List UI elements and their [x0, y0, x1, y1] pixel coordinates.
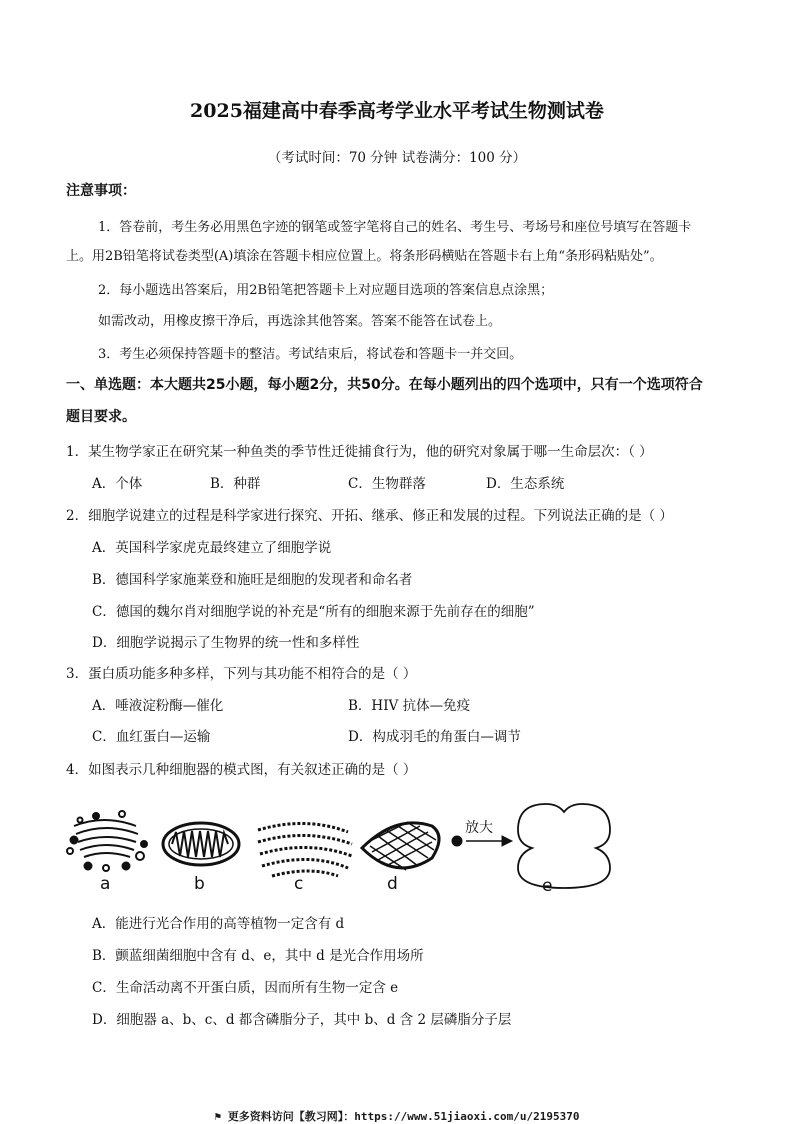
question-4-option-a: A．能进行光合作用的高等植物一定含有 d — [92, 916, 345, 932]
arrow-label: 放大 — [465, 820, 493, 836]
notice-line-5: 3．考生必须保持答题卡的整洁。考试结束后，将试卷和答题卡一并交回。 — [98, 347, 523, 362]
question-3-stem: 3．蛋白质功能多种多样，下列与其功能不相符合的是（ ） — [66, 666, 417, 682]
notice-line-3: 2．每小题选出答案后，用2B铅笔把答题卡上对应题目选项的答案信息点涂黑； — [98, 283, 554, 298]
label-d: d — [387, 874, 398, 894]
question-1-stem: 1．某生物学家正在研究某一种鱼类的季节性迁徙捕食行为，他的研究对象属于哪一生命层次：（ ） — [66, 444, 653, 460]
exam-info: （考试时间：70 分钟 试卷满分：100 分） — [267, 150, 527, 166]
section-heading-line-1: 一、单选题：本大题共25小题，每小题2分，共50分。在每小题列出的四个选项中，只有一个选项符合 — [66, 377, 703, 393]
question-4-option-c: C．生命活动离不开蛋白质，因而所有生物一定含 e — [92, 980, 399, 996]
question-1-option-b: B．种群 — [210, 476, 261, 492]
question-4-stem: 4．如图表示几种细胞器的模式图，有关叙述正确的是（ ） — [66, 762, 417, 778]
question-2-option-a: A．英国科学家虎克最终建立了细胞学说 — [92, 540, 332, 556]
question-3-option-b: B．HIV 抗体—免疫 — [348, 698, 471, 714]
question-2-option-c: C．德国的魏尔肖对细胞学说的补充是“所有的细胞来源于先前存在的细胞” — [92, 604, 535, 620]
question-2-option-b: B．德国科学家施莱登和施旺是细胞的发现者和命名者 — [92, 572, 413, 588]
page-title: 2025福建高中春季高考学业水平考试生物测试卷 — [190, 100, 604, 122]
label-a: a — [100, 874, 111, 894]
question-2-option-d: D．细胞学说揭示了生物界的统一性和多样性 — [92, 635, 360, 651]
notice-line-2: 上。用2B铅笔将试卷类型(A)填涂在答题卡相应位置上。将条形码横贴在答题卡右上角“条形码粘贴处”。 — [66, 249, 663, 264]
footer-link-text — [0, 1108, 794, 1124]
chloroplast-drawing — [362, 822, 439, 870]
question-1-option-a: A．个体 — [92, 476, 143, 492]
notice-heading: 注意事项： — [66, 183, 136, 199]
question-1-option-c: C．生物群落 — [348, 476, 426, 492]
question-2-stem: 2．细胞学说建立的过程是科学家进行探究、开拓、继承、修正和发展的过程。下列说法正确的是（ ） — [66, 508, 673, 524]
notice-line-4: 如需改动，用橡皮擦干净后，再选涂其他答案。答案不能答在试卷上。 — [98, 314, 502, 329]
question-1-option-d: D．生态系统 — [486, 476, 565, 492]
question-3-option-a: A．唾液淀粉酶—催化 — [92, 698, 224, 714]
notice-line-1: 1．答卷前，考生务必用黑色字迹的钢笔或签字笔将自己的姓名、考生号、考场号和座位号填写在答题卡 — [98, 220, 692, 235]
golgi-apparatus-drawing — [67, 811, 147, 871]
question-3-option-c: C．血红蛋白—运输 — [92, 729, 211, 745]
organelle-figure — [66, 796, 626, 896]
question-4-option-d: D．细胞器 a、b、c、d 都含磷脂分子，其中 b、d 含 2 层磷脂分子层 — [92, 1012, 512, 1028]
endoplasmic-reticulum-drawing — [258, 823, 352, 876]
label-c: c — [294, 874, 304, 894]
section-heading-line-2: 题目要求。 — [66, 409, 136, 425]
mitochondrion-drawing — [163, 823, 239, 865]
footer-text[interactable]: 更多资料访问【教习网】：https://www.51jiaoxi.com/u/2195370 — [227, 1110, 580, 1123]
label-e: e — [542, 876, 553, 896]
question-3-option-d: D．构成羽毛的角蛋白—调节 — [348, 729, 521, 745]
question-4-option-b: B．颤蓝细菌细胞中含有 d、e，其中 d 是光合作用场所 — [92, 948, 424, 964]
flag-icon: ⚑ — [214, 1110, 228, 1123]
label-b: b — [194, 874, 205, 894]
